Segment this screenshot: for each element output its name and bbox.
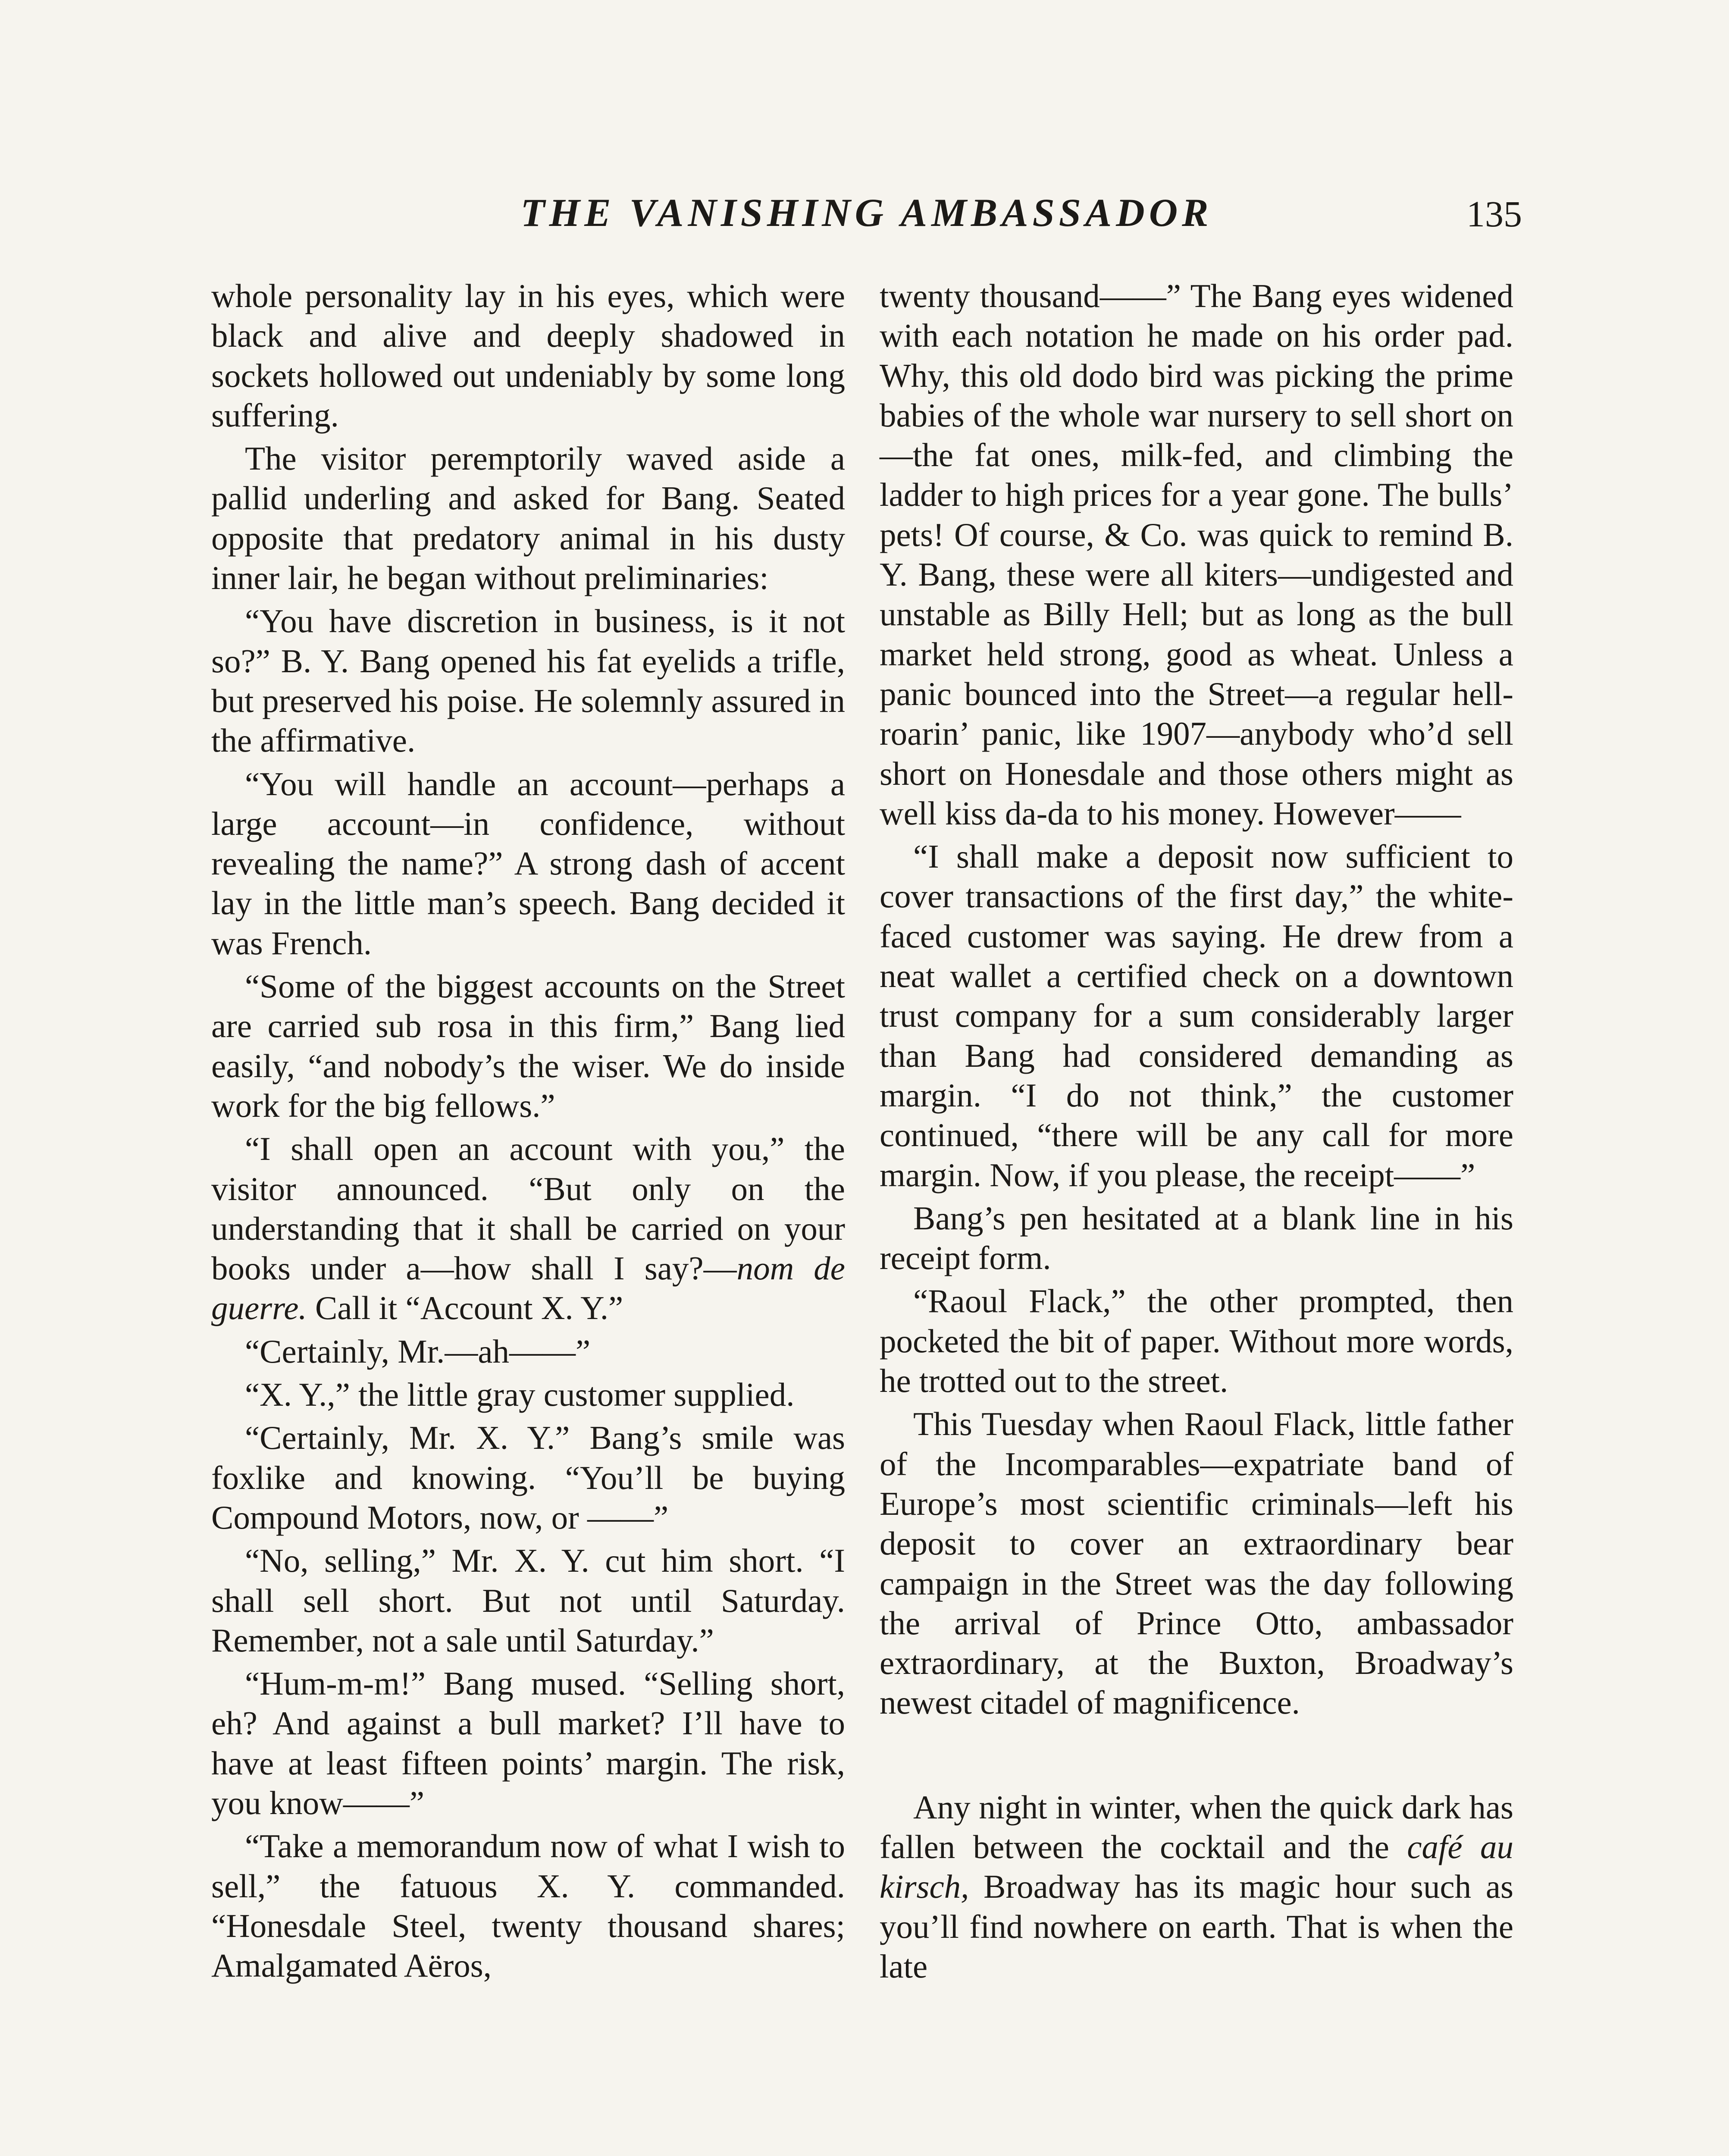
paragraph-text: “I shall open an account with you,” the visitor announced. “But only on the understanding that it shall be carried on your books under a—how shall I say?— bbox=[211, 1130, 845, 1287]
paragraph: “I shall make a deposit now sufficient to cover transactions of the first day,” the white-faced customer was saying. He drew from a neat wallet a certified check on a downtown trust company for a sum considerably larger than Bang had considered demanding as margin. “I do not think,” the customer continued, “there will be any call for more margin. Now, if you please, the receipt——” bbox=[880, 838, 1513, 1194]
paragraph bbox=[880, 1787, 1513, 1986]
paragraph: “Take a memorandum now of what I wish to sell,” the fatuous X. Y. commanded. “Honesdale Steel, twenty thousand shares; Amalgamated Aëros, bbox=[211, 1827, 845, 1984]
paragraph bbox=[211, 1129, 845, 1328]
left-column bbox=[211, 276, 845, 1989]
italic-phrase: nom de guerre. bbox=[211, 1250, 845, 1327]
paragraph: “Raoul Flack,” the other prompted, then pocketed the bit of paper. Without more words, he trotted out to the street. bbox=[880, 1282, 1513, 1400]
paragraph-text: Broadway has its magic hour such as you’ll find nowhere on earth. That is when the late bbox=[880, 1868, 1513, 1985]
running-title: THE VANISHING AMBASSADOR bbox=[520, 191, 1213, 235]
paragraph: “Certainly, Mr. X. Y.” Bang’s smile was foxlike and knowing. “You’ll be buying Compound Motors, now, or ——” bbox=[211, 1419, 845, 1536]
italic-phrase: café au kirsch, bbox=[880, 1828, 1513, 1905]
paragraph: whole personality lay in his eyes, which were black and alive and deeply shadowed in sockets hollowed out undeniably by some long suffering. bbox=[211, 277, 845, 434]
page-number: 135 bbox=[1466, 193, 1522, 235]
paragraph: “Hum-m-m!” Bang mused. “Selling short, eh? And against a bull market? I’ll have to have at least fifteen points’ margin. The risk, you know——” bbox=[211, 1665, 845, 1821]
paragraph: “You will handle an account—perhaps a large account—in confidence, without revealing the name?” A strong dash of accent lay in the little man’s speech. Bang decided it was French. bbox=[211, 765, 845, 962]
paragraph: twenty thousand——” The Bang eyes widened with each notation he made on his order pad. Why, this old dodo bird was picking the prime babies of the whole war nursery to sell short on—the fat ones, milk-fed, and climbing the ladder to high prices for a year gone. The bulls’ pets! Of course, & Co. was quick to remind B. Y. Bang, these were all kiters—undigested and unstable as Billy Hell; but as long as the bull market held strong, good as wheat. Unless a panic bounced into the Street—a regular hell-roarin’ panic, like 1907—anybody who’d sell short on Honesdale and those others might as well kiss da-da to his money. However—— bbox=[880, 277, 1513, 832]
paragraph: This Tuesday when Raoul Flack, little father of the Incomparables—expatriate band of Europe’s most scientific criminals—left his deposit to cover an extraordinary bear campaign in the Street was the day following the arrival of Prince Otto, ambassador extraordinary, at the Buxton, Broadway’s newest citadel of magnificence. bbox=[880, 1405, 1513, 1721]
paragraph: “You have discretion in business, is it not so?” B. Y. Bang opened his fat eyelids a trifle, but preserved his poise. He solemnly assured in the affirmative. bbox=[211, 602, 845, 759]
paragraph: “Certainly, Mr.—ah——” bbox=[245, 1332, 591, 1370]
paragraph-text: Call it “Account X. Y.” bbox=[307, 1289, 623, 1327]
paragraph: “Some of the biggest accounts on the Street are carried sub rosa in this firm,” Bang lied easily, “and nobody’s the wiser. We do inside work for the big fellows.” bbox=[211, 968, 845, 1124]
right-column bbox=[880, 276, 1513, 1990]
running-head bbox=[211, 190, 1522, 241]
paragraph: The visitor peremptorily waved aside a pallid underling and asked for Bang. Seated opposite that predatory animal in his dusty inner lair, he began without preliminaries: bbox=[211, 440, 845, 597]
paragraph: “No, selling,” Mr. X. Y. cut him short. “I shall sell short. But not until Saturday. Remember, not a sale until Saturday.” bbox=[211, 1542, 845, 1659]
paragraph: “X. Y.,” the little gray customer supplied. bbox=[245, 1376, 795, 1413]
paragraph: Bang’s pen hesitated at a blank line in his receipt form. bbox=[880, 1199, 1513, 1277]
paragraph-text: Any night in winter, when the quick dark has fallen between the cocktail and the bbox=[880, 1788, 1513, 1865]
